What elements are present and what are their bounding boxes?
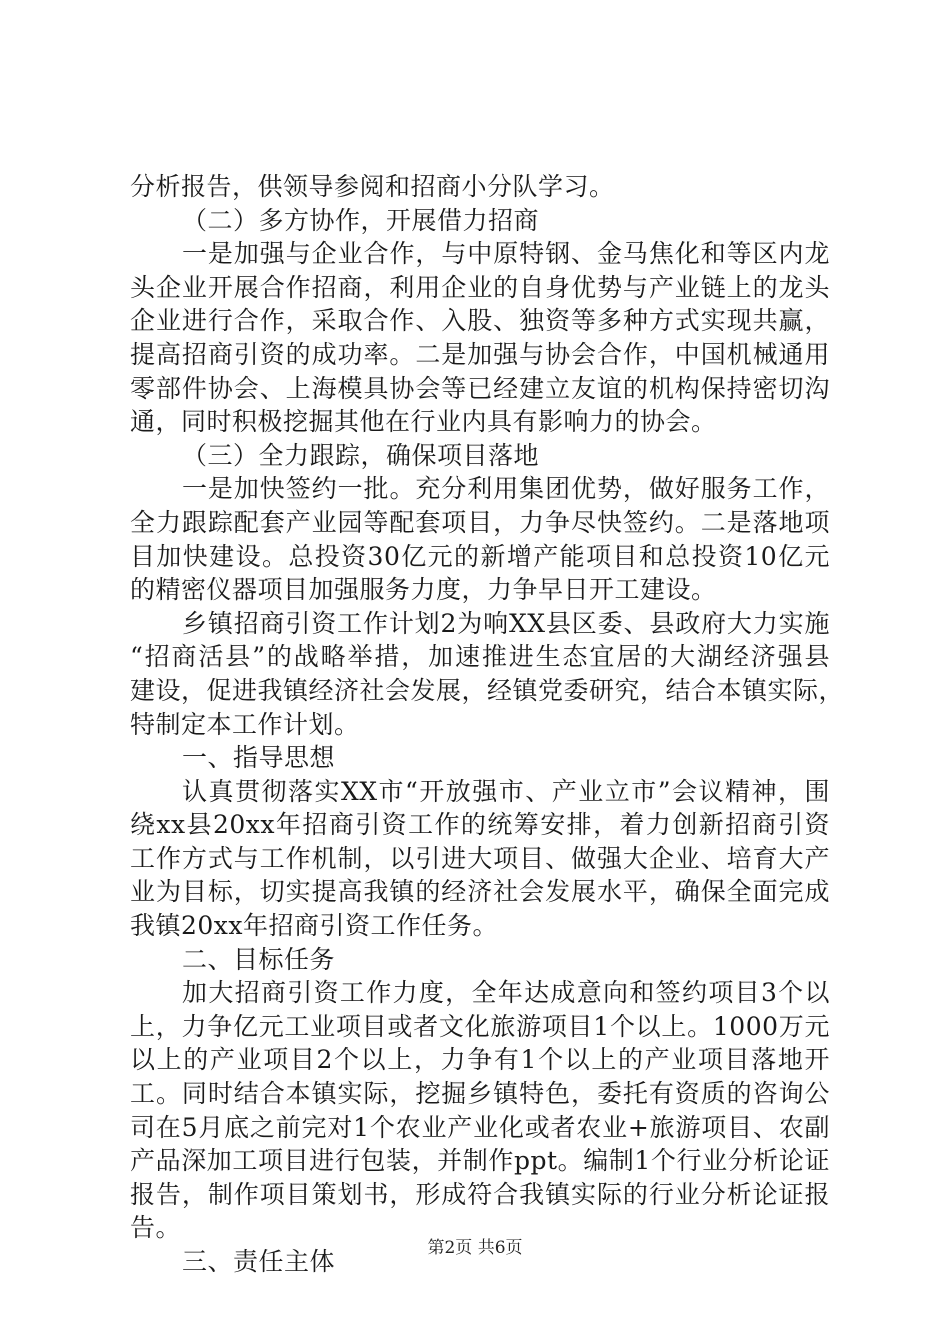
text-line: 企业进行合作，采取合作、入股、独资等多种方式实现共赢， <box>130 306 830 336</box>
text-line: 三、责任主体 <box>182 1247 336 1276</box>
text-line: （三）全力跟踪，确保项目落地 <box>182 440 540 470</box>
text-line: 二、目标任务 <box>182 944 336 974</box>
text-line: 全力跟踪配套产业园等配套项目，力争尽快签约。二是落地项 <box>130 507 830 537</box>
text-line: 提高招商引资的成功率。二是加强与协会合作，中国机械通用 <box>130 339 830 369</box>
text-line: 工作方式与工作机制，以引进大项目、做强大企业、培育大产 <box>130 843 830 873</box>
text-line: 绕xx县20xx年招商引资工作的统筹安排，着力创新招商引资 <box>130 810 830 840</box>
text-line: 分析报告，供领导参阅和招商小分队学习。 <box>130 172 615 201</box>
text-line: 特制定本工作计划。 <box>130 709 360 739</box>
text-line: 头企业开展合作招商，利用企业的自身优势与产业链上的龙头 <box>130 272 830 302</box>
text-line: 加大招商引资工作力度，全年达成意向和签约项目3个以 <box>182 978 830 1008</box>
text-line: 一、指导思想 <box>182 743 336 773</box>
text-line: 的精密仪器项目加强服务力度，力争早日开工建设。 <box>130 575 717 605</box>
text-line: 告。 <box>130 1213 182 1243</box>
page-footer: 第2页 共6页 <box>427 1238 523 1258</box>
text-line: 目加快建设。总投资30亿元的新增产能项目和总投资10亿元 <box>130 541 830 571</box>
text-line: 建设，促进我镇经济社会发展，经镇党委研究，结合本镇实际， <box>130 675 845 705</box>
text-line: 以上的产业项目2个以上，力争有1个以上的产业项目落地开 <box>130 1045 830 1075</box>
text-line: （二）多方协作，开展借力招商 <box>182 205 540 235</box>
text-line: 通，同时积极挖掘其他在行业内具有影响力的协会。 <box>130 407 717 437</box>
text-line: 一是加快签约一批。充分利用集团优势，做好服务工作， <box>182 474 830 504</box>
text-line: 报告，制作项目策划书，形成符合我镇实际的行业分析论证报 <box>130 1179 830 1209</box>
text-line: 产品深加工项目进行包装，并制作ppt。编制1个行业分析论证 <box>130 1146 830 1176</box>
text-line: 我镇20xx年招商引资工作任务。 <box>130 911 499 941</box>
document-body <box>130 170 845 1279</box>
text-line: 业为目标，切实提高我镇的经济社会发展水平，确保全面完成 <box>130 877 830 907</box>
text-line: 工。同时结合本镇实际，挖掘乡镇特色，委托有资质的咨询公 <box>130 1079 830 1109</box>
text-line: 零部件协会、上海模具协会等已经建立友谊的机构保持密切沟 <box>130 373 830 403</box>
text-line: 乡镇招商引资工作计划2为响XX县区委、县政府大力实施 <box>182 608 830 638</box>
text-line: 一是加强与企业合作，与中原特钢、金马焦化和等区内龙 <box>182 239 830 269</box>
text-line: 上，力争亿元工业项目或者文化旅游项目1个以上。1000万元 <box>130 1011 830 1041</box>
text-line: 司在5月底之前完对1个农业产业化或者农业+旅游项目、农副 <box>130 1112 830 1142</box>
text-line: 认真贯彻落实XX市“开放强市、产业立市”会议精神，围 <box>182 776 830 806</box>
text-line: “招商活县”的战略举措，加速推进生态宜居的大湖经济强县 <box>130 642 830 672</box>
